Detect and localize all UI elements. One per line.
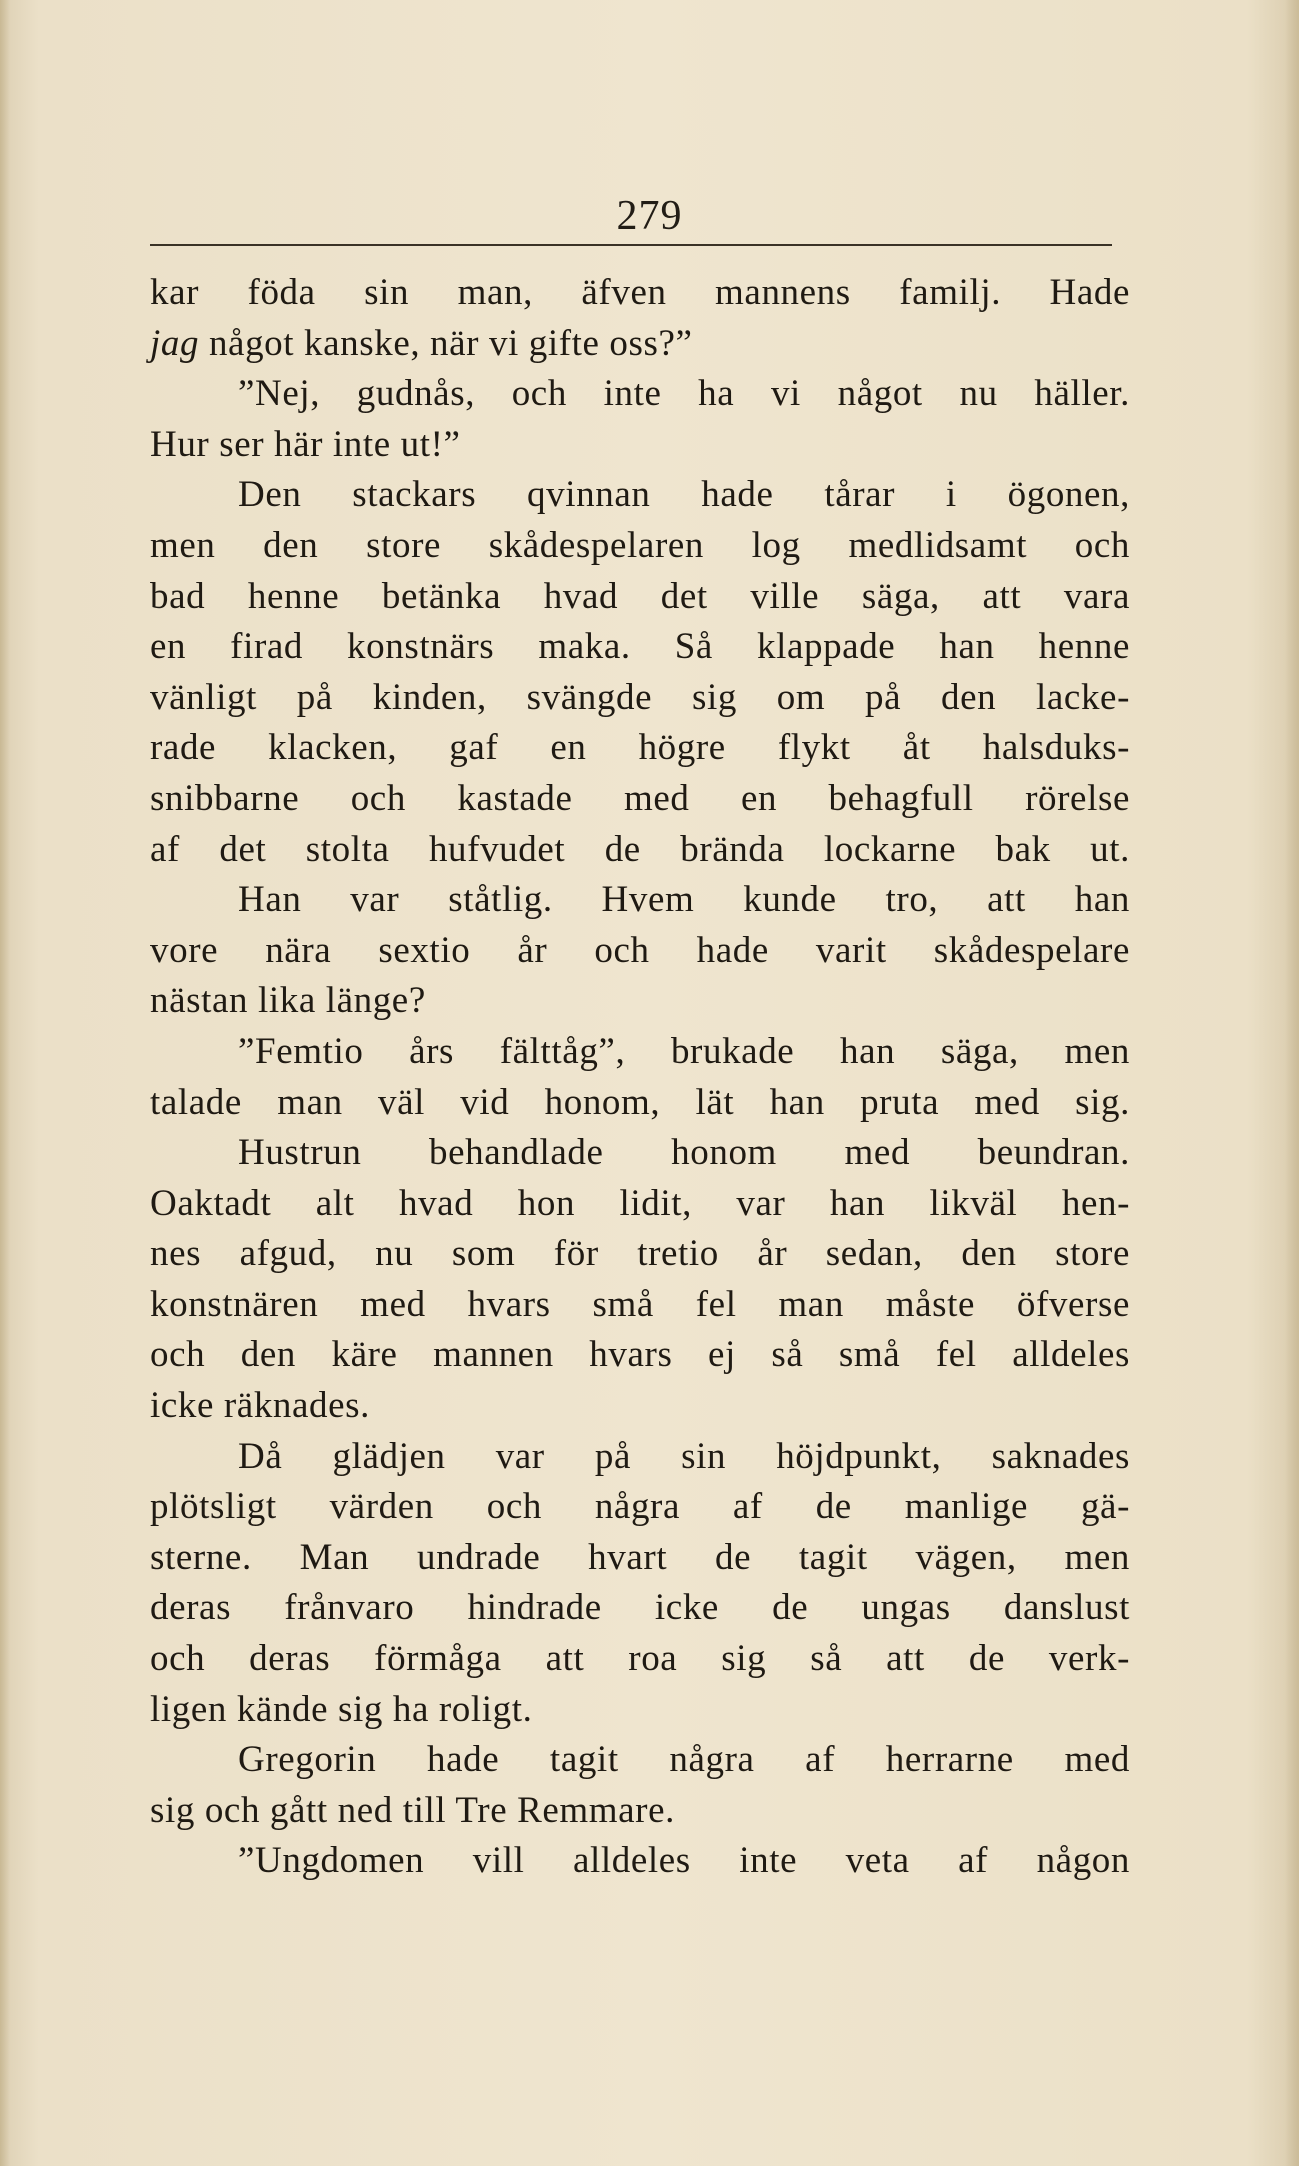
text-line-content: ”Femtio års fälttåg”, brukade han säga, men (238, 1030, 1130, 1072)
italic-word: jag (150, 322, 200, 364)
text-line (150, 1786, 1130, 1837)
text-line-content: Då glädjen var på sin höjdpunkt, saknades (238, 1435, 1130, 1477)
text-line-content: af det stolta hufvudet de brända lockarne bak ut. (150, 828, 1130, 870)
text-line (150, 1179, 1130, 1230)
text-line-content: sig och gått ned till Tre Remmare. (150, 1789, 675, 1831)
text-line (150, 319, 1130, 370)
text-line-content: rade klacken, gaf en högre flykt åt halsduks- (150, 727, 1130, 769)
text-line (150, 1634, 1130, 1685)
text-line (150, 1432, 1130, 1483)
text-line (150, 1330, 1130, 1381)
text-line (150, 1128, 1130, 1179)
text-line (150, 673, 1130, 724)
text-line (150, 420, 1130, 471)
text-line (150, 1583, 1130, 1634)
text-line-content: bad henne betänka hvad det ville säga, att vara (150, 575, 1130, 617)
text-line (150, 875, 1130, 926)
text-line-content: Hur ser här inte ut!” (150, 423, 461, 465)
text-line-content: vore nära sextio år och hade varit skådespelare (150, 929, 1130, 971)
text-line (150, 1533, 1130, 1584)
text-line-content: Den stackars qvinnan hade tårar i ögonen, (238, 474, 1130, 516)
body-text (150, 268, 1130, 1887)
text-line-content: en firad konstnärs maka. Så klappade han henne (150, 626, 1130, 668)
header-rule (150, 244, 1112, 246)
text-line-content: nes afgud, nu som för tretio år sedan, den store (150, 1233, 1130, 1275)
text-line (150, 1229, 1130, 1280)
text-line-content: talade man väl vid honom, lät han pruta med sig. (150, 1081, 1130, 1123)
text-line-content: snibbarne och kastade med en behagfull rörelse (150, 777, 1130, 819)
text-line-content: kar föda sin man, äfven mannens familj. Hade (150, 272, 1130, 313)
text-line-content: konstnären med hvars små fel man måste öfverse (150, 1283, 1130, 1325)
text-line (150, 1381, 1130, 1432)
text-line (150, 976, 1130, 1027)
text-line (150, 1482, 1130, 1533)
text-line (150, 1735, 1130, 1786)
text-line (150, 774, 1130, 825)
text-line-content: deras frånvaro hindrade icke de ungas danslust (150, 1587, 1130, 1629)
text-line-content: sterne. Man undrade hvart de tagit vägen, men (150, 1536, 1130, 1578)
text-line-content: ”Nej, gudnås, och inte ha vi något nu häller. (238, 373, 1130, 415)
text-line (150, 521, 1130, 572)
text-line (150, 1836, 1130, 1887)
text-line-content: icke räknades. (150, 1385, 371, 1427)
text-line (150, 926, 1130, 977)
page-edge-left (0, 0, 10, 2166)
text-line (150, 369, 1130, 420)
text-line (150, 470, 1130, 521)
text-line-content: Hustrun behandlade honom med beundran. (238, 1132, 1130, 1174)
text-line-content: men den store skådespelaren log medlidsamt och (150, 524, 1130, 566)
text-line-content: vänligt på kinden, svängde sig om på den lacke- (150, 676, 1130, 718)
text-line-content: ligen kände sig ha roligt. (150, 1688, 533, 1730)
text-line-content: Han var ståtlig. Hvem kunde tro, att han (238, 879, 1130, 921)
text-line-content: Gregorin hade tagit några af herrarne med (238, 1739, 1130, 1781)
text-line-content: nästan lika länge? (150, 980, 426, 1022)
text-line (150, 622, 1130, 673)
text-line (150, 1280, 1130, 1331)
text-line (150, 1027, 1130, 1078)
text-line-content: något kanske, när vi gifte oss?” (208, 322, 693, 364)
text-line-content: och deras förmåga att roa sig så att de verk- (150, 1638, 1130, 1680)
text-line-content: plötsligt värden och några af de manlige gä- (150, 1486, 1130, 1528)
page-number: 279 (616, 193, 683, 239)
page-edge-right (1285, 0, 1299, 2166)
text-line (150, 268, 1130, 319)
text-line-content: och den käre mannen hvars ej så små fel alldeles (150, 1334, 1130, 1376)
text-line-content: ”Ungdomen vill alldeles inte veta af någon (238, 1840, 1130, 1882)
text-line (150, 1078, 1130, 1129)
text-line (150, 825, 1130, 876)
text-line (150, 572, 1130, 623)
text-line (150, 1685, 1130, 1736)
text-line-content: Oaktadt alt hvad hon lidit, var han likväl hen- (150, 1182, 1130, 1224)
text-line (150, 723, 1130, 774)
